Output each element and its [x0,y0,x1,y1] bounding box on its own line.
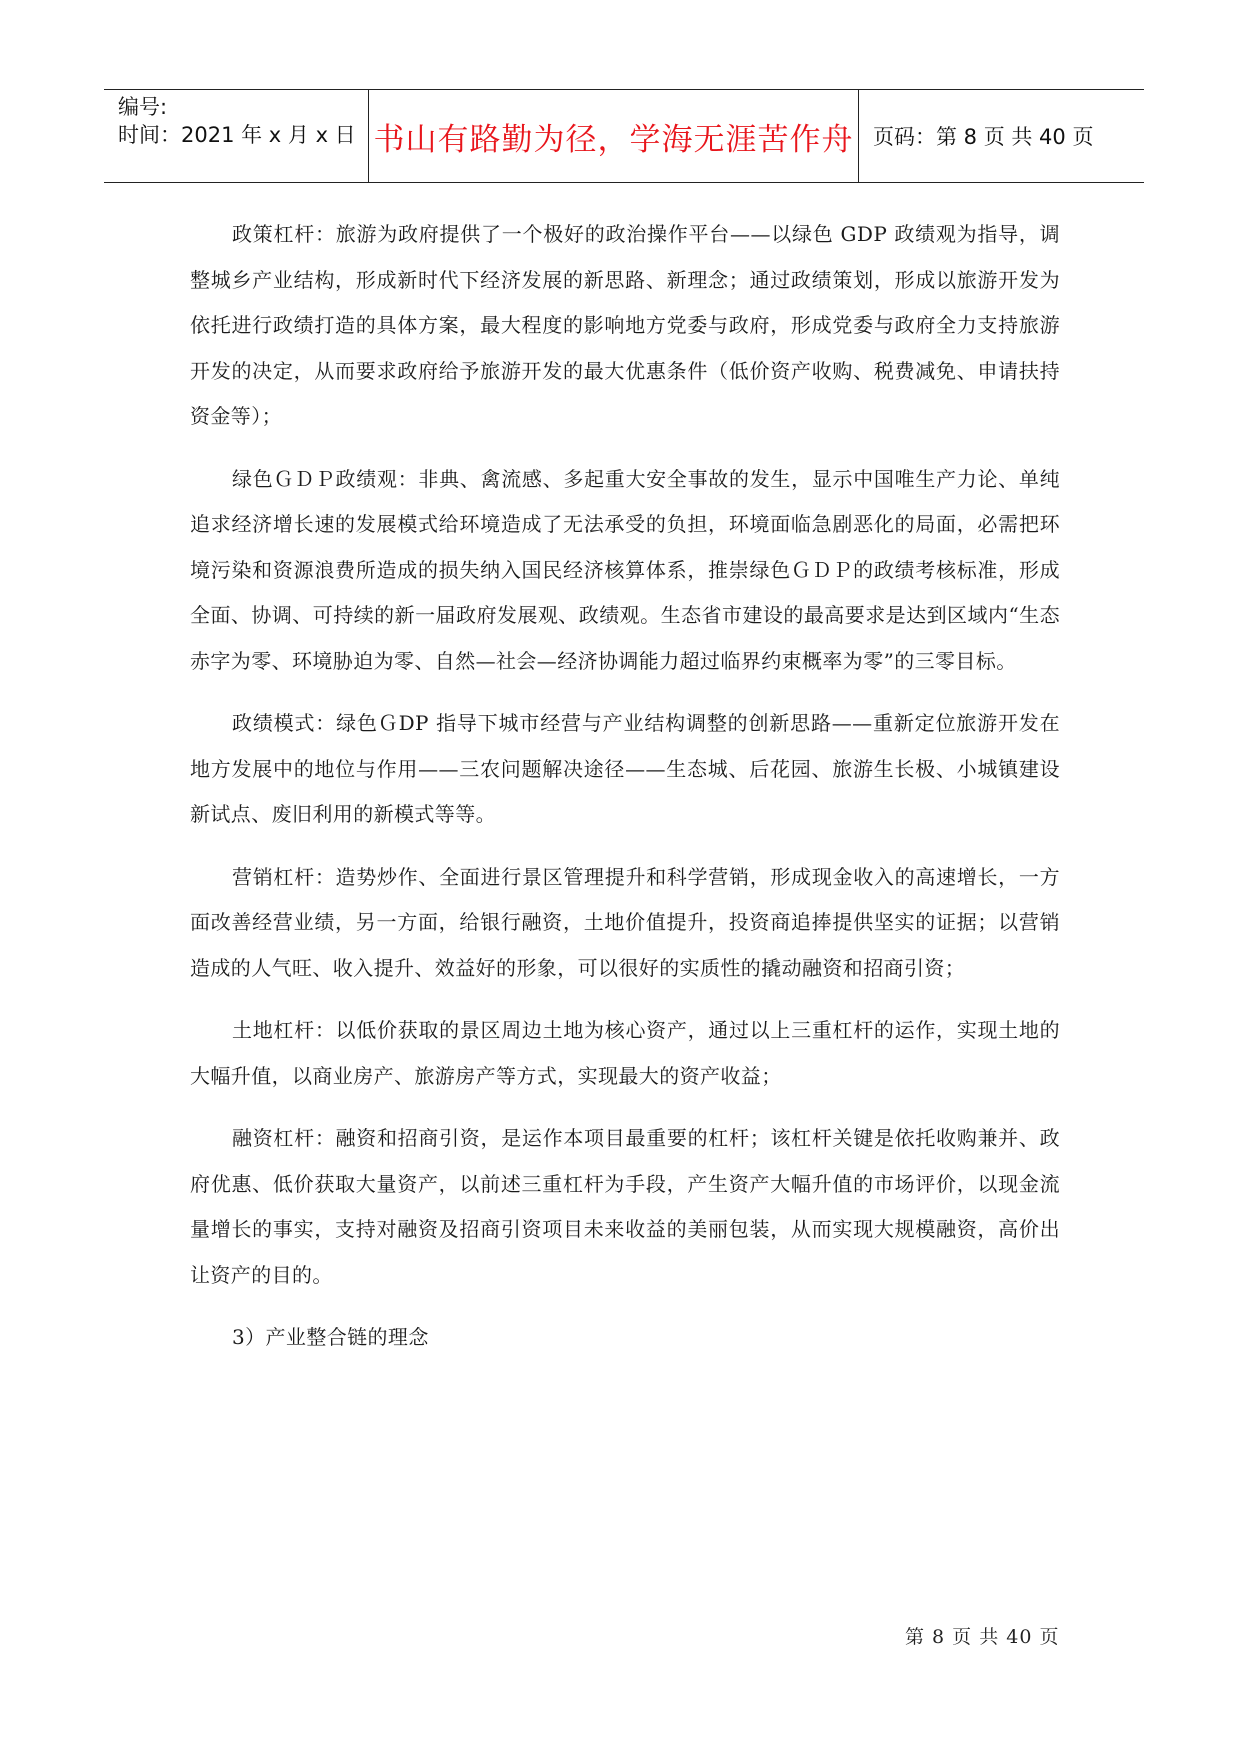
header-motto: 书山有路勤为径，学海无涯苦作舟 [369,90,859,182]
page-footer: 第 8 页 共 40 页 [905,1626,1060,1648]
header-meta [104,90,369,182]
paragraph-policy-lever: 政策杠杆：旅游为政府提供了一个极好的政治操作平台——以绿色 GDP 政绩观为指导，调整城乡产业结构，形成新时代下经济发展的新思路、新理念；通过政绩策划，形成以旅游开发为依托进行政绩打造的具体方案，最大程度的影响地方党委与政府，形成党委与政府全力支持旅游开发的决定，从而要求政府给予旅游开发的最大优惠条件（低价资产收购、税费减免、申请扶持资金等）； [190,222,1060,428]
serial-number-label: 编号: [118,95,168,119]
paragraph-financing-lever: 融资杠杆：融资和招商引资，是运作本项目最重要的杠杆；该杠杆关键是依托收购兼并、政府优惠、低价获取大量资产，以前述三重杠杆为手段，产生资产大幅升值的市场评价，以现金流量增长的事实，支持对融资及招商引资项目未来收益的美丽包装，从而实现大规模融资，高价出让资产的目的。 [190,1126,1060,1287]
document-body [190,212,1060,1378]
paragraph-land-lever: 土地杠杆：以低价获取的景区周边土地为核心资产，通过以上三重杠杆的运作，实现土地的大幅升值，以商业房产、旅游房产等方式，实现最大的资产收益； [190,1018,1060,1088]
paragraph-marketing-lever: 营销杠杆：造势炒作、全面进行景区管理提升和科学营销，形成现金收入的高速增长，一方面改善经营业绩，另一方面，给银行融资，土地价值提升，投资商追捧提供坚实的证据；以营销造成的人气旺、收入提升、效益好的形象，可以很好的实质性的撬动融资和招商引资； [190,864,1060,980]
paragraph-performance-model: 政绩模式：绿色ＧDP 指导下城市经营与产业结构调整的创新思路——重新定位旅游开发在地方发展中的地位与作用——三农问题解决途径——生态城、后花园、旅游生长极、小城镇建设新试点、废旧利用的新模式等等。 [190,711,1060,826]
time-label: 时间：2021 年 x 月 x 日 [118,123,356,147]
section-heading-industry-chain: 3）产业整合链的理念 [232,1325,429,1349]
header-page-info: 页码：第 8 页 共 40 页 [873,125,1094,149]
page-header [104,89,1144,183]
paragraph-green-gdp: 绿色ＧＤＰ政绩观：非典、禽流感、多起重大安全事故的发生，显示中国唯生产力论、单纯追求经济增长速的发展模式给环境造成了无法承受的负担，环境面临急剧恶化的局面，必需把环境污染和资源浪费所造成的损失纳入国民经济核算体系，推崇绿色ＧＤＰ的政绩考核标准，形成全面、协调、可持续的新一届政府发展观、政绩观。生态省市建设的最高要求是达到区域内“生态赤字为零、环境胁迫为零、自然—社会—经济协调能力超过临界约束概率为零”的三零目标。 [190,466,1060,673]
